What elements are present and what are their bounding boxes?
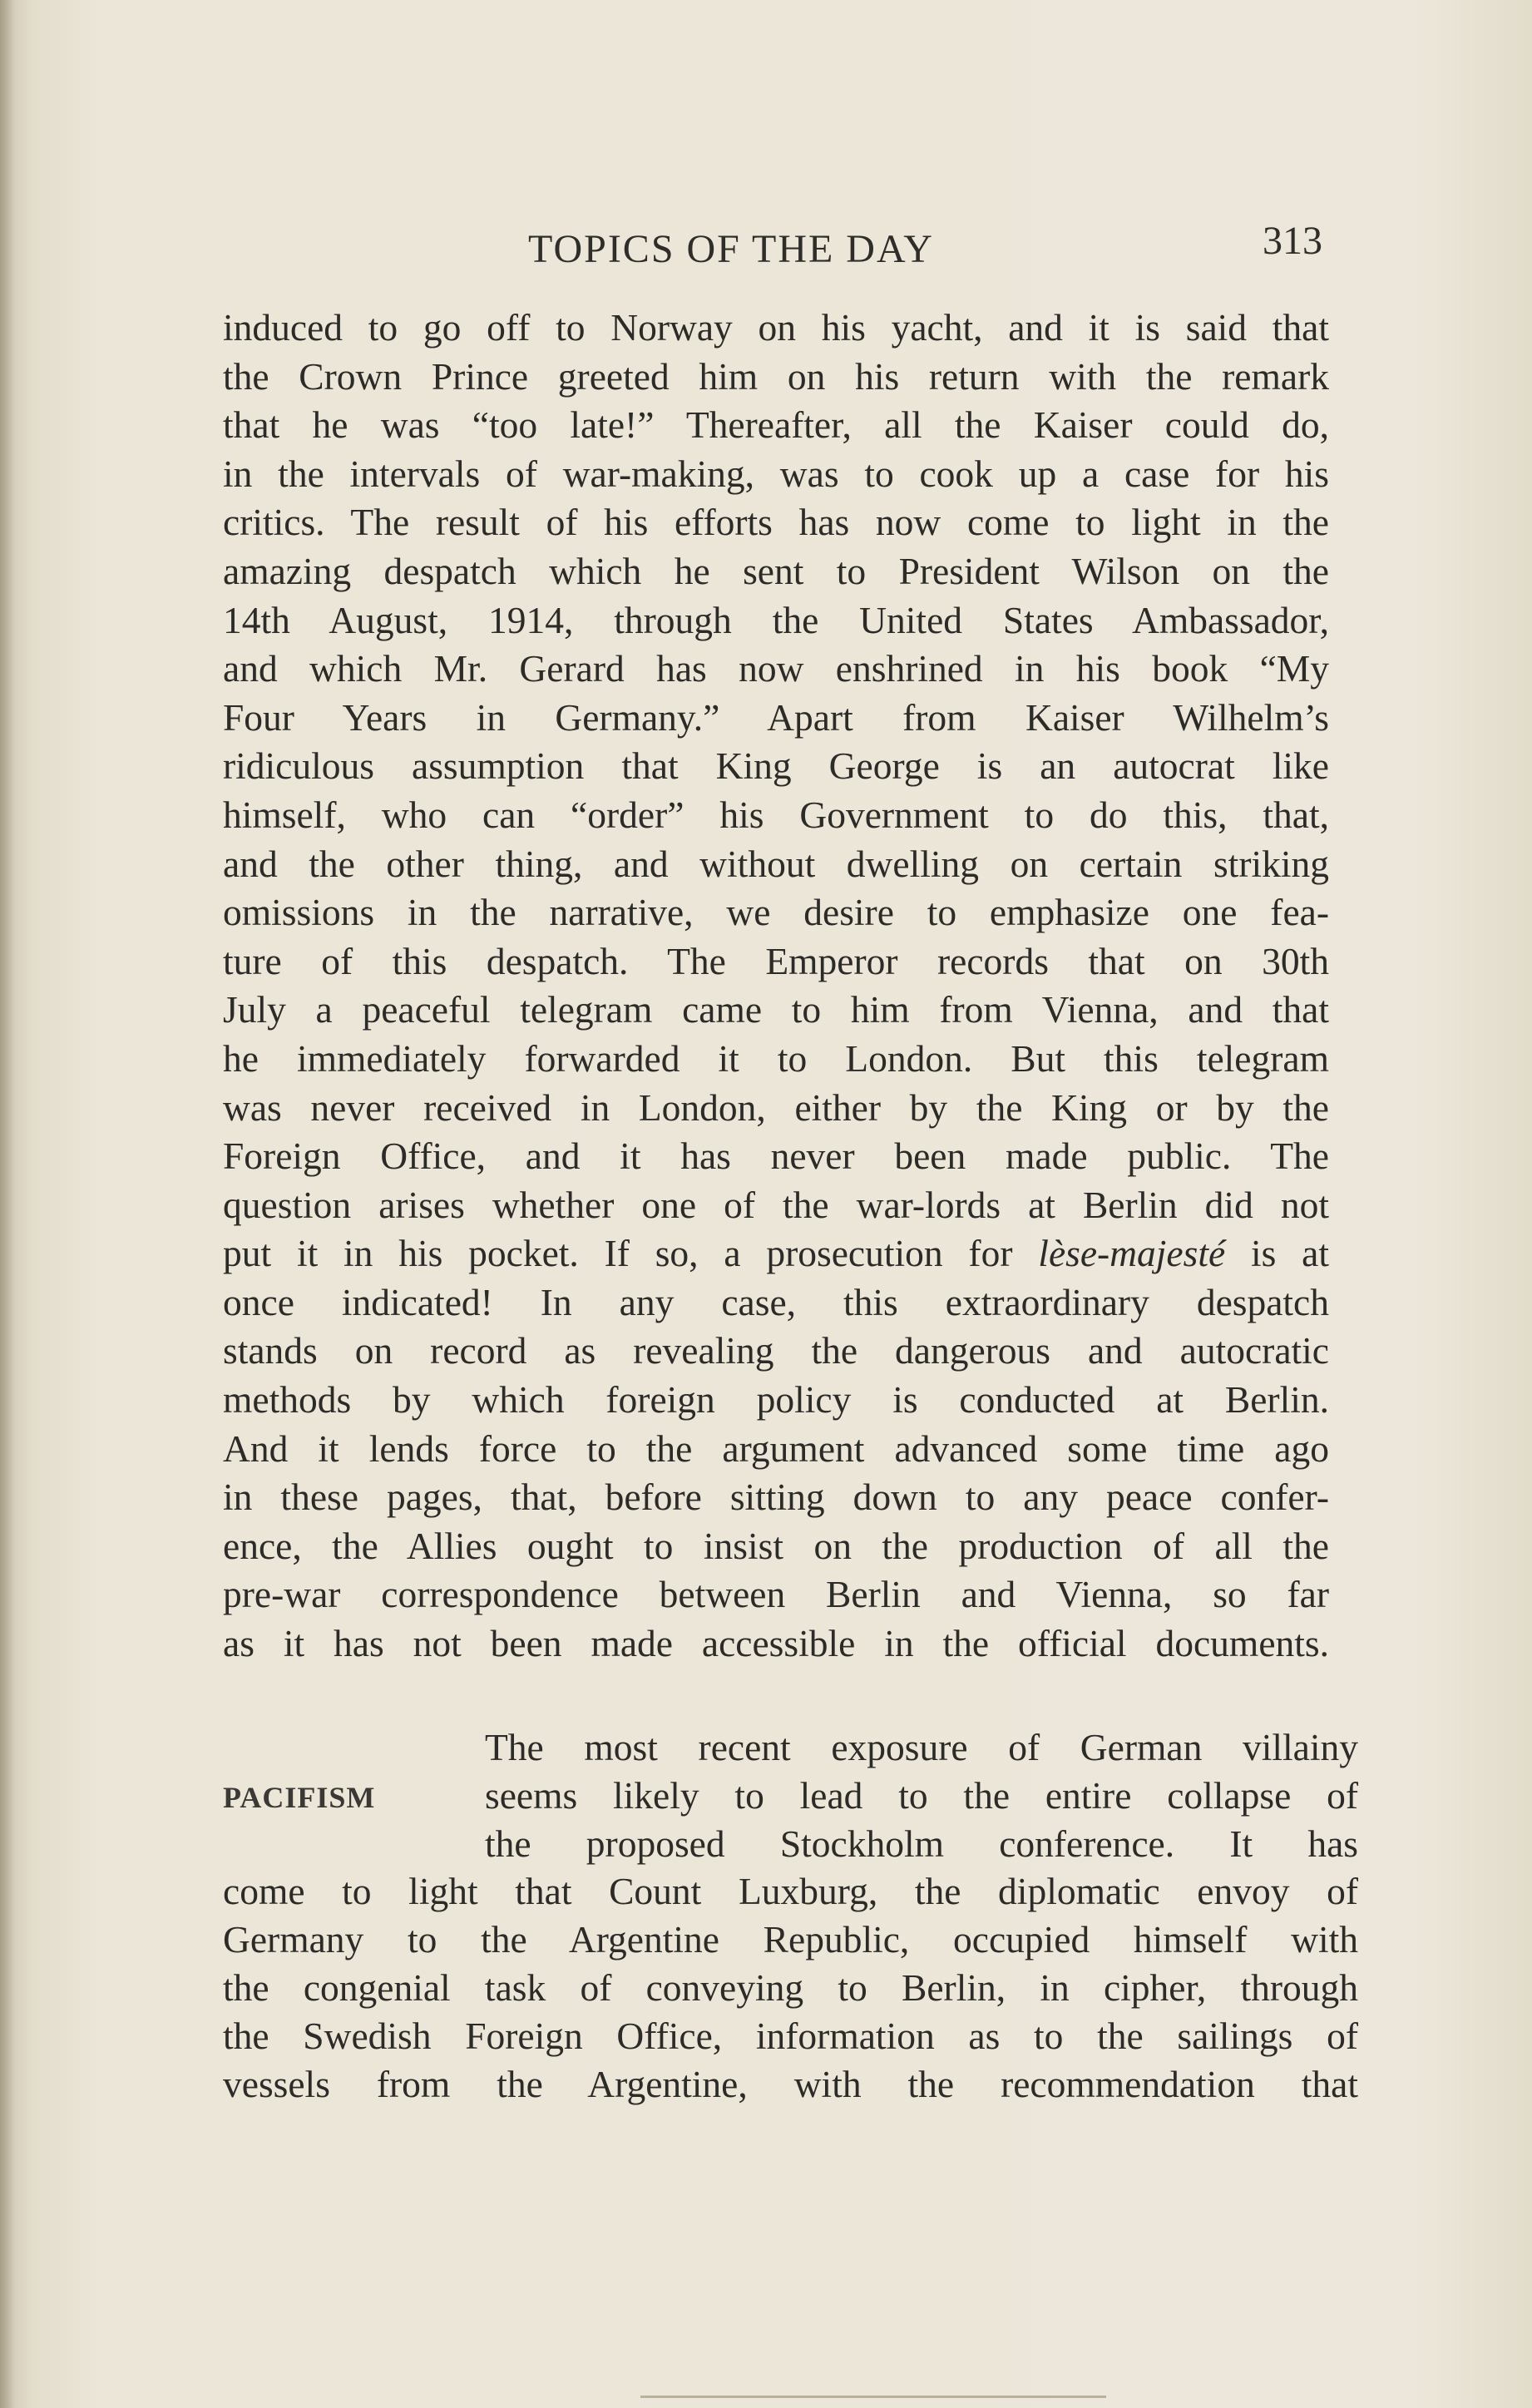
text-line: himself, who can “order” his Government to do this, that, [223, 793, 1329, 836]
text-line: the congenial task of conveying to Berlin, in cipher, through [223, 1965, 1358, 2009]
text-line: ridiculous assumption that King George is an autocrat like [223, 744, 1329, 788]
section-pacifism [223, 1723, 1358, 2108]
text-line: methods by which foreign policy is conducted at Berlin. [223, 1378, 1329, 1422]
text-line: in the intervals of war-making, was to cook up a case for his [223, 452, 1329, 495]
text-line: 14th August, 1914, through the United States Ambassador, [223, 598, 1329, 641]
text-line: Germany to the Argentine Republic, occupied himself with [223, 1918, 1358, 1961]
text-segment: is at [1225, 1232, 1329, 1275]
text-line: the Crown Prince greeted him on his return with the remark [223, 354, 1329, 398]
text-line: as it has not been made accessible in the official documents. [223, 1622, 1329, 1665]
text-line: Foreign Office, and it has never been made public. The [223, 1135, 1329, 1178]
text-line: the proposed Stockholm conference. It has [485, 1822, 1358, 1865]
page-bottom-edge [640, 2396, 1106, 2398]
text-line: amazing despatch which he sent to President Wilson on the [223, 549, 1329, 592]
gutter-shadow [0, 0, 15, 2408]
text-line: vessels from the Argentine, with the recommendation that [223, 2062, 1358, 2105]
text-line: in these pages, that, before sitting down to any peace confer- [223, 1476, 1329, 1519]
text-line: ture of this despatch. The Emperor records that on 30th [223, 939, 1329, 982]
text-line: Four Years in Germany.” Apart from Kaiser Wilhelm’s [223, 695, 1329, 739]
text-line: stands on record as revealing the dangerous and autocratic [223, 1329, 1329, 1372]
text-line-with-italic [223, 1229, 1329, 1278]
paragraph-main [223, 304, 1329, 1669]
text-line: question arises whether one of the war-lords at Berlin did not [223, 1183, 1329, 1226]
text-line: ence, the Allies ought to insist on the production of all the [223, 1524, 1329, 1567]
text-line: And it lends force to the argument advanced some time ago [223, 1427, 1329, 1470]
text-line: critics. The result of his efforts has now come to light in the [223, 501, 1329, 544]
running-title: TOPICS OF THE DAY [528, 227, 934, 271]
italic-phrase: lèse-majesté [1038, 1232, 1226, 1275]
text-line: omissions in the narrative, we desire to emphasize one fea- [223, 891, 1329, 934]
text-line: pre-war correspondence between Berlin and Vienna, so far [223, 1573, 1329, 1616]
text-line: that he was “too late!” Thereafter, all the Kaiser could do, [223, 403, 1329, 447]
text-line: July a peaceful telegram came to him from Vienna, and that [223, 988, 1329, 1031]
text-line: he immediately forwarded it to London. But this telegram [223, 1036, 1329, 1080]
page-number: 313 [1263, 219, 1322, 263]
text-line: come to light that Count Luxburg, the diplomatic envoy of [223, 1870, 1358, 1913]
text-line: the Swedish Foreign Office, information as to the sailings of [223, 2014, 1358, 2057]
text-line: was never received in London, either by the King or by the [223, 1085, 1329, 1129]
text-line: and which Mr. Gerard has now enshrined in his book “My [223, 647, 1329, 690]
text-line: seems likely to lead to the entire collapse of [485, 1773, 1358, 1817]
section-sidehead: PACIFISM [223, 1781, 376, 1814]
text-line: The most recent exposure of German villainy [485, 1726, 1358, 1768]
running-head [225, 218, 1322, 284]
text-line: and the other thing, and without dwelling on certain striking [223, 842, 1329, 885]
text-line: once indicated! In any case, this extraordinary despatch [223, 1280, 1329, 1323]
text-segment: put it in his pocket. If so, a prosecution for [223, 1232, 1039, 1275]
text-line: induced to go off to Norway on his yacht, and it is said that [223, 306, 1329, 349]
